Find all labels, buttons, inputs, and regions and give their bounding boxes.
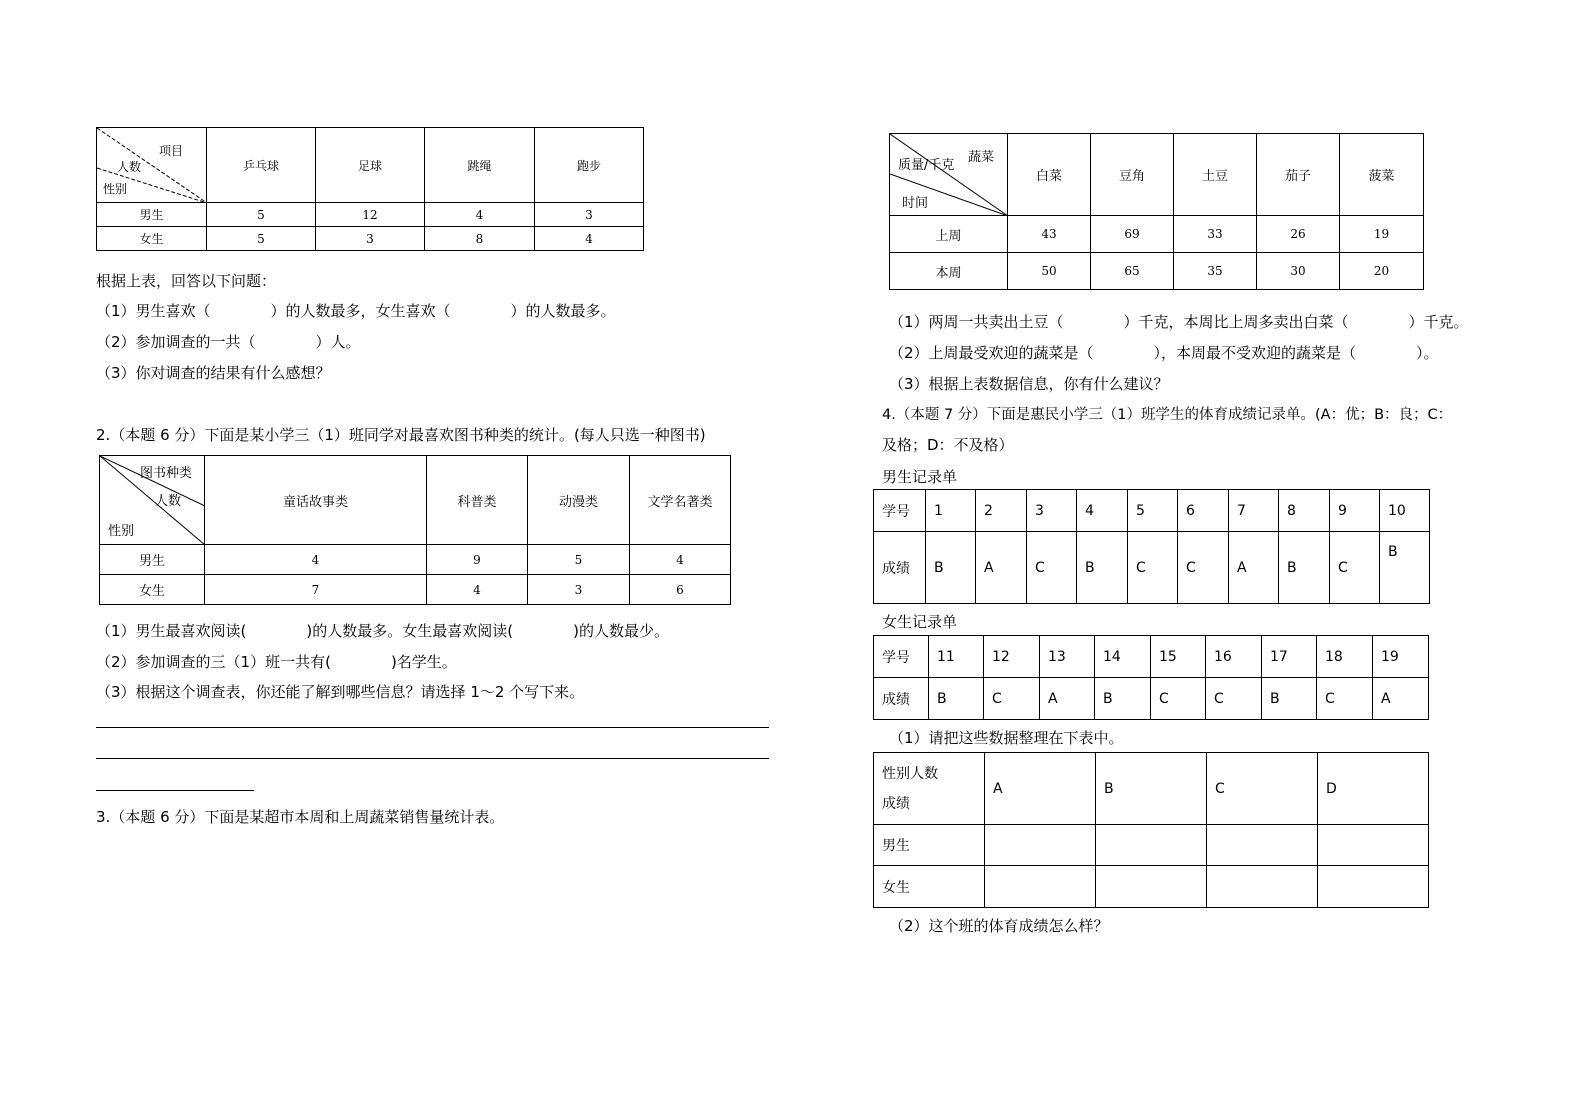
corner-top: 蔬菜 [968, 150, 995, 165]
q1-item-1: （1）男生喜欢（ ）的人数最多，女生喜欢（ ）的人数最多。 [96, 302, 616, 320]
student-id: 16 [1206, 636, 1262, 678]
header-cell: 菠菜 [1340, 134, 1424, 216]
row-label: 上周 [890, 216, 1008, 253]
table-cell: 50 [1008, 253, 1091, 290]
q4-title-line2: 及格；D：不及格） [882, 436, 1014, 454]
q1-intro: 根据上表，回答以下问题： [96, 272, 277, 290]
student-id: 5 [1128, 490, 1178, 532]
grade-cell: A [1373, 678, 1429, 720]
student-id: 11 [929, 636, 984, 678]
grade-cell: B [1262, 678, 1317, 720]
vegetable-table [889, 133, 1424, 290]
student-id: 8 [1279, 490, 1330, 532]
table-cell: 30 [1257, 253, 1340, 290]
table-cell: 65 [1091, 253, 1174, 290]
grade-head: 成绩 [874, 678, 929, 720]
table-cell: 7 [205, 575, 427, 605]
boys-record-title: 男生记录单 [882, 468, 958, 486]
grade-cell: C [1027, 532, 1077, 604]
student-id: 4 [1077, 490, 1128, 532]
q4-item-1: （1）请把这些数据整理在下表中。 [889, 729, 1124, 747]
corner-mid: 人数 [155, 494, 182, 509]
grade-cell: C [1178, 532, 1229, 604]
girls-record-title: 女生记录单 [882, 613, 958, 631]
table-cell: 43 [1008, 216, 1091, 253]
blank-cell[interactable] [985, 866, 1096, 908]
grade-cell: C [1151, 678, 1206, 720]
q4-item-2: （2）这个班的体育成绩怎么样？ [889, 917, 1109, 935]
table-cell: 9 [427, 545, 528, 575]
q3-title: 3.（本题 6 分）下面是某超市本周和上周蔬菜销售量统计表。 [96, 808, 505, 826]
row-label: 男生 [100, 545, 205, 575]
grade-header: C [1207, 753, 1318, 825]
header-cell: 文学名著类 [630, 456, 731, 545]
header-cell: 跑步 [535, 128, 644, 203]
corner-bottom: 性别 [103, 182, 128, 196]
id-head: 学号 [874, 636, 929, 678]
student-id: 12 [984, 636, 1040, 678]
summary-row-label: 女生 [874, 866, 985, 908]
q4-title-line1: 4.（本题 7 分）下面是惠民小学三（1）班学生的体育成绩记录单。(A：优；B：良；C： [882, 407, 1453, 423]
row-label: 女生 [97, 227, 207, 251]
corner-top: 项目 [159, 144, 184, 158]
table-cell: 8 [425, 227, 535, 251]
table-cell: 4 [205, 545, 427, 575]
q1-item-2: （2）参加调查的一共（ ）人。 [96, 333, 361, 351]
grade-cell: B [1095, 678, 1151, 720]
row-label: 男生 [97, 203, 207, 227]
student-id: 10 [1380, 490, 1430, 532]
blank-cell[interactable] [1096, 866, 1207, 908]
table-cell: 20 [1340, 253, 1424, 290]
grade-header: D [1318, 753, 1429, 825]
grade-cell: C [1330, 532, 1380, 604]
corner-bottom: 时间 [902, 196, 929, 211]
grade-cell: A [1229, 532, 1279, 604]
student-id: 18 [1317, 636, 1373, 678]
corner-mid: 质量/千克 [898, 158, 955, 173]
blank-cell[interactable] [1318, 825, 1429, 866]
corner-mid: 人数 [117, 160, 142, 174]
row-label: 女生 [100, 575, 205, 605]
table-cell: 4 [630, 545, 731, 575]
grade-cell: B [1279, 532, 1330, 604]
header-cell: 茄子 [1257, 134, 1340, 216]
grade-cell: C [984, 678, 1040, 720]
table-cell: 4 [427, 575, 528, 605]
header-cell: 白菜 [1008, 134, 1091, 216]
table-cell: 19 [1340, 216, 1424, 253]
header-cell: 科普类 [427, 456, 528, 545]
header-cell: 童话故事类 [205, 456, 427, 545]
q1-item-3: （3）你对调查的结果有什么感想？ [96, 364, 331, 382]
student-id: 1 [926, 490, 976, 532]
student-id: 15 [1151, 636, 1206, 678]
table-cell: 4 [535, 227, 644, 251]
header-cell: 土豆 [1174, 134, 1257, 216]
q2-title: 2.（本题 6 分）下面是某小学三（1）班同学对最喜欢图书种类的统计。(每人只选一种图书) [96, 426, 706, 444]
table-cell: 5 [528, 545, 630, 575]
table-cell: 69 [1091, 216, 1174, 253]
header-cell: 乒乓球 [207, 128, 316, 203]
q2-item-3: （3）根据这个调查表，你还能了解到哪些信息？请选择 1～2 个写下来。 [96, 683, 585, 701]
student-id: 13 [1040, 636, 1095, 678]
corner-top: 图书种类 [140, 466, 193, 481]
grade-header: B [1096, 753, 1207, 825]
header-cell: 动漫类 [528, 456, 630, 545]
grade-cell: B [926, 532, 976, 604]
summary-corner-line2: 成绩 [882, 795, 910, 812]
grade-cell: C [1128, 532, 1178, 604]
student-id: 9 [1330, 490, 1380, 532]
sports-table [96, 127, 644, 251]
grade-cell: A [1040, 678, 1095, 720]
table-cell: 35 [1174, 253, 1257, 290]
answer-line [96, 758, 769, 759]
summary-corner [874, 753, 985, 825]
q3-item-2: （2）上周最受欢迎的蔬菜是（ ），本周最不受欢迎的蔬菜是（ ）。 [889, 344, 1439, 362]
boys-record-table [873, 489, 1430, 604]
blank-cell[interactable] [1207, 825, 1318, 866]
blank-cell[interactable] [1096, 825, 1207, 866]
grade-head: 成绩 [874, 532, 926, 604]
table-cell: 4 [425, 203, 535, 227]
header-cell: 跳绳 [425, 128, 535, 203]
answer-line [96, 790, 254, 791]
q2-item-1: （1）男生最喜欢阅读( )的人数最多。女生最喜欢阅读( )的人数最少。 [96, 622, 669, 640]
grade-cell: A [976, 532, 1027, 604]
corner-cell [97, 128, 207, 203]
blank-cell[interactable] [1318, 866, 1429, 908]
books-table [99, 455, 731, 605]
girls-record-table [873, 635, 1429, 720]
student-id: 17 [1262, 636, 1317, 678]
corner-cell [100, 456, 205, 545]
table-cell: 3 [316, 227, 425, 251]
student-id: 3 [1027, 490, 1077, 532]
student-id: 7 [1229, 490, 1279, 532]
q3-item-3: （3）根据上表数据信息，你有什么建议？ [889, 375, 1169, 393]
table-cell: 26 [1257, 216, 1340, 253]
blank-cell[interactable] [985, 825, 1096, 866]
corner-bottom: 性别 [108, 524, 135, 539]
table-cell: 3 [528, 575, 630, 605]
header-cell: 豆角 [1091, 134, 1174, 216]
q2-item-2: （2）参加调查的三（1）班一共有( )名学生。 [96, 653, 457, 671]
answer-line [96, 727, 769, 728]
row-label: 本周 [890, 253, 1008, 290]
table-cell: 5 [207, 203, 316, 227]
grade-cell: B [1077, 532, 1128, 604]
student-id: 2 [976, 490, 1027, 532]
student-id: 19 [1373, 636, 1429, 678]
id-head: 学号 [874, 490, 926, 532]
table-cell: 5 [207, 227, 316, 251]
summary-table [873, 752, 1429, 908]
q3-item-1: （1）两周一共卖出土豆（ ）千克，本周比上周多卖出白菜（ ）千克。 [889, 313, 1469, 331]
blank-cell[interactable] [1207, 866, 1318, 908]
summary-corner-line1: 性别人数 [882, 765, 938, 782]
grade-cell: B [1380, 532, 1430, 604]
table-cell: 12 [316, 203, 425, 227]
grade-cell: C [1317, 678, 1373, 720]
table-cell: 3 [535, 203, 644, 227]
student-id: 14 [1095, 636, 1151, 678]
grade-cell: C [1206, 678, 1262, 720]
grade-cell: B [929, 678, 984, 720]
table-cell: 33 [1174, 216, 1257, 253]
table-cell: 6 [630, 575, 731, 605]
student-id: 6 [1178, 490, 1229, 532]
header-cell: 足球 [316, 128, 425, 203]
corner-cell [890, 134, 1008, 216]
grade-header: A [985, 753, 1096, 825]
summary-row-label: 男生 [874, 825, 985, 866]
